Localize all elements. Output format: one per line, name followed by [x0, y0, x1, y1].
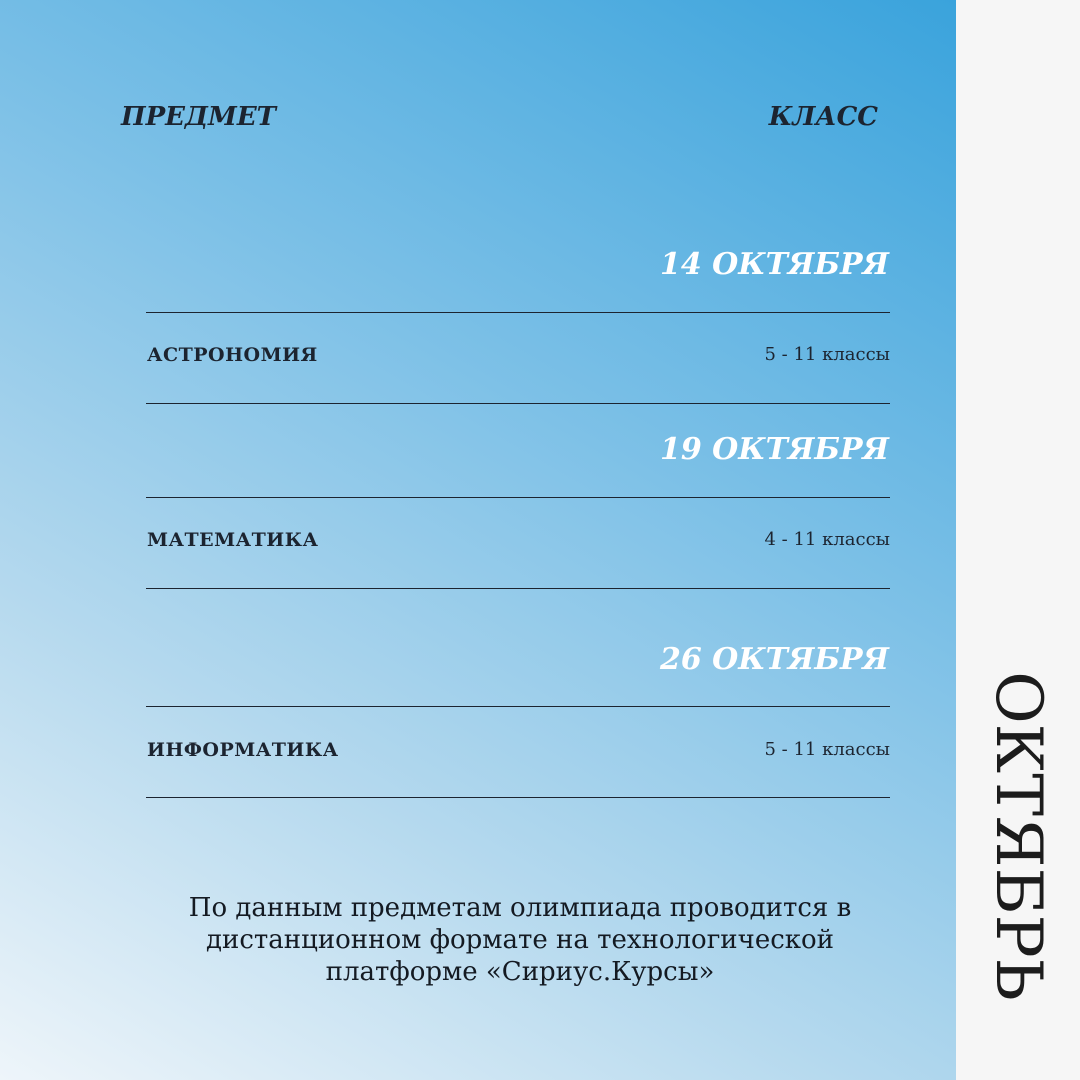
note-line: дистанционном формате на технологической — [205, 925, 835, 955]
note-line: платформе «Сириус.Курсы» — [325, 957, 715, 987]
date-heading: 26 ОКТЯБРЯ — [659, 642, 889, 677]
divider-line — [146, 497, 890, 498]
grade-column-header: КЛАСС — [768, 102, 878, 132]
divider-line — [146, 403, 890, 404]
subject-name: АСТРОНОМИЯ — [147, 344, 318, 366]
grade-range: 5 - 11 классы — [764, 344, 890, 365]
subject-column-header: ПРЕДМЕТ — [121, 102, 276, 132]
month-vertical-title: ОКТЯБРЬ — [981, 671, 1055, 1001]
date-heading: 14 ОКТЯБРЯ — [659, 247, 889, 282]
grade-range: 5 - 11 классы — [764, 739, 890, 760]
divider-line — [146, 706, 890, 707]
note-line: По данным предметам олимпиада проводится в — [188, 893, 852, 923]
divider-line — [146, 588, 890, 589]
divider-line — [146, 797, 890, 798]
date-heading: 19 ОКТЯБРЯ — [659, 432, 889, 467]
grade-range: 4 - 11 классы — [764, 529, 890, 550]
format-note — [140, 892, 900, 988]
subject-name: ИНФОРМАТИКА — [147, 739, 339, 761]
divider-line — [146, 312, 890, 313]
subject-name: МАТЕМАТИКА — [147, 529, 319, 551]
